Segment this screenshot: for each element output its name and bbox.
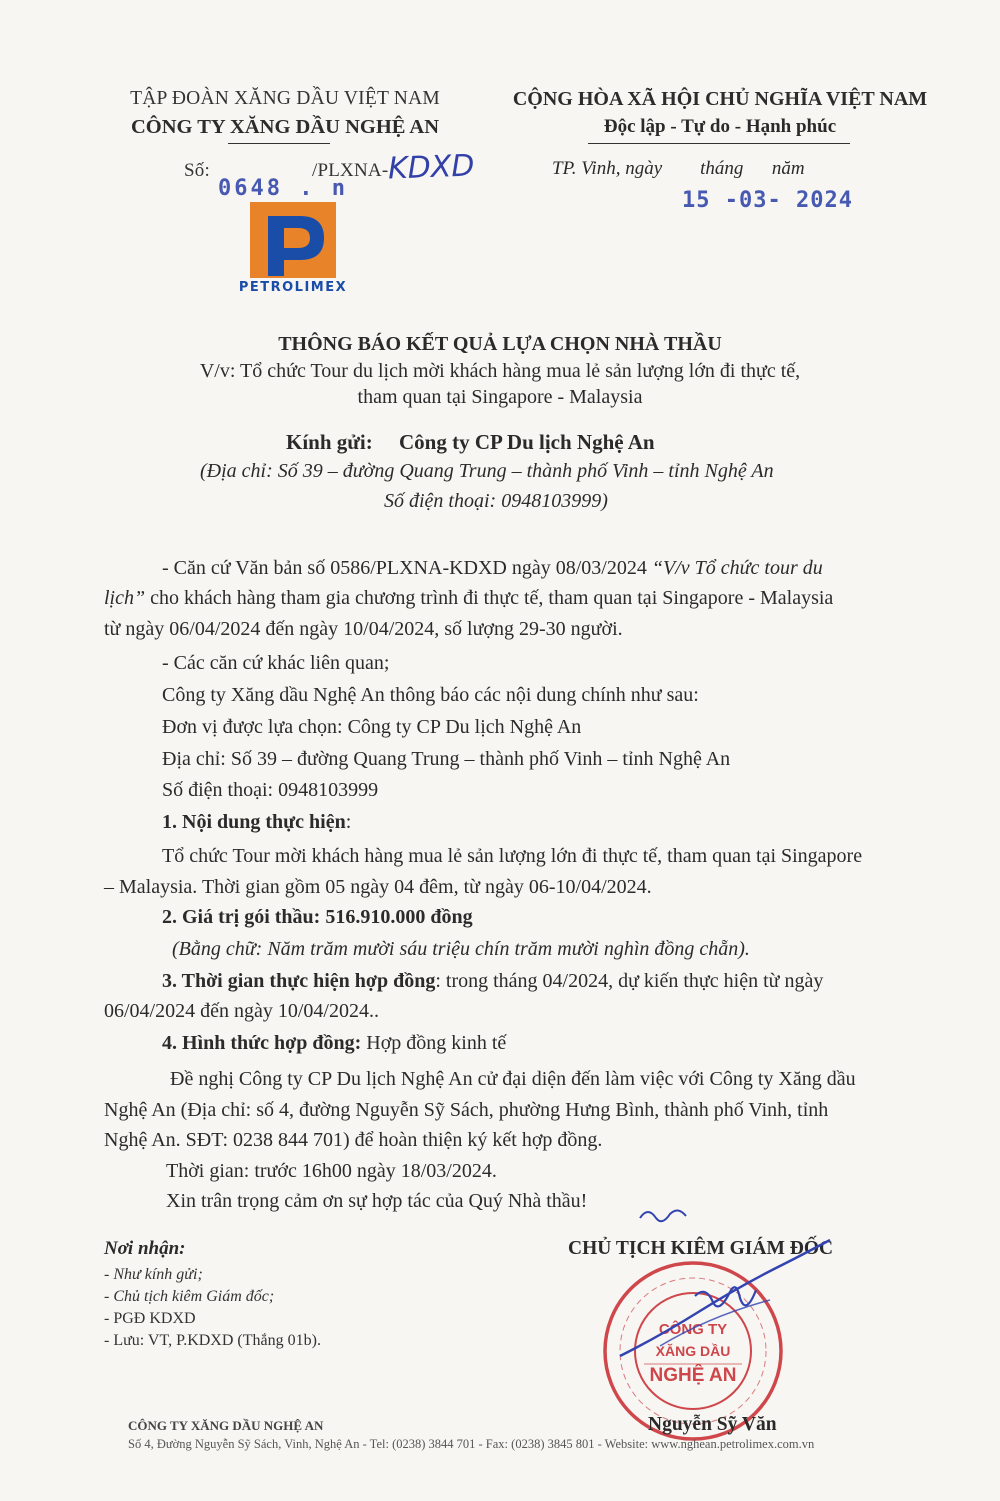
subject-line-2: tham quan tại Singapore - Malaysia: [357, 386, 643, 408]
section-4-line: [162, 1032, 506, 1055]
footer-company: CÔNG TY XĂNG DẦU NGHỆ AN: [128, 1418, 324, 1433]
section-3-line-1: [162, 970, 823, 993]
recipient-phone: Số điện thoại: 0948103999): [384, 490, 608, 512]
section-1-title: 1. Nội dung thực hiện: [162, 811, 346, 833]
basis-line-2: [104, 587, 833, 610]
basis-line-1: [162, 557, 823, 580]
signer-name: Nguyễn Sỹ Văn: [648, 1414, 777, 1435]
doc-number-handwritten: KDXD: [387, 148, 476, 187]
basis-quote-end: lịch”: [104, 587, 146, 609]
section-1-line-2: – Malaysia. Thời gian gồm 05 ngày 04 đêm, từ ngày 06-10/04/2024.: [104, 876, 652, 898]
selected-address: Địa chỉ: Số 39 – đường Quang Trung – thành phố Vinh – tỉnh Nghệ An: [162, 748, 731, 770]
other-basis: - Các căn cứ khác liên quan;: [162, 652, 390, 674]
request-line-2: Nghệ An (Địa chỉ: số 4, đường Nguyễn Sỹ Sách, phường Hưng Bình, thành phố Vinh, tỉnh: [104, 1099, 829, 1121]
section-2-title: 2. Giá trị gói thầu: 516.910.000 đồng: [162, 906, 473, 928]
section-4-value: Hợp đồng kinh tế: [361, 1032, 507, 1054]
recipients-item: - PGĐ KDXD: [104, 1310, 196, 1327]
handwritten-signature: [600, 1196, 840, 1386]
section-3-title: 3. Thời gian thực hiện hợp đồng: [162, 970, 436, 992]
recipients-title: Nơi nhận:: [104, 1238, 186, 1259]
section-1-colon: :: [345, 811, 352, 833]
motto: Độc lập - Tự do - Hạnh phúc: [603, 116, 837, 137]
request-line-3: Nghệ An. SĐT: 0238 844 701) để hoàn thiện ký kết hợp đồng.: [104, 1129, 603, 1151]
announce-intro: Công ty Xăng dầu Nghệ An thông báo các nội dung chính như sau:: [162, 684, 699, 706]
signer-title: CHỦ TỊCH KIÊM GIÁM ĐỐC: [568, 1238, 834, 1259]
recipient-name: Công ty CP Du lịch Nghệ An: [399, 430, 655, 454]
seal-center-1: CÔNG TY: [658, 1321, 728, 1338]
signature-icon: [600, 1196, 840, 1386]
doc-number-prefix: Số:: [184, 160, 210, 181]
thanks: Xin trân trọng cảm ơn sự hợp tác của Quý Nhà thầu!: [166, 1190, 588, 1212]
section-3-text: : trong tháng 04/2024, dự kiến thực hiện từ ngày: [435, 970, 824, 992]
parent-org: TẬP ĐOÀN XĂNG DẦU VIỆT NAM: [130, 88, 440, 109]
date-stamp: 15 -03- 2024: [682, 188, 853, 213]
seal-center-2: XĂNG DẦU: [655, 1343, 731, 1359]
motto-underline: [588, 143, 850, 144]
recipients-item: - Lưu: VT, P.KDXD (Thắng 01b).: [104, 1332, 321, 1349]
date-line: TP. Vinh, ngày tháng năm: [552, 158, 805, 179]
company-name: CÔNG TY XĂNG DẦU NGHỆ AN: [130, 116, 440, 138]
recipients-item: - Như kính gửi;: [104, 1266, 203, 1283]
subject-line-1: V/v: Tổ chức Tour du lịch mời khách hàng mua lẻ sản lượng lớn đi thực tế,: [199, 360, 801, 382]
selected-phone: Số điện thoại: 0948103999: [162, 779, 379, 801]
basis-text: - Căn cứ Văn bản số 0586/PLXNA-KDXD ngày 08/03/2024: [162, 557, 652, 579]
basis-text-2: cho khách hàng tham gia chương trình đi thực tế, tham quan tại Singapore - Malaysia: [145, 587, 834, 609]
deadline: Thời gian: trước 16h00 ngày 18/03/2024.: [166, 1160, 497, 1182]
country-name: CỘNG HÒA XÃ HỘI CHỦ NGHĨA VIỆT NAM: [512, 88, 928, 110]
recipient-address: (Địa chỉ: Số 39 – đường Quang Trung – thành phố Vinh – tỉnh Nghệ An: [200, 460, 774, 482]
footer-contact: Số 4, Đường Nguyễn Sỹ Sách, Vinh, Nghệ An - Tel: (0238) 3844 701 - Fax: (0238) 3845 801 - Website: www.nghean.petrolimex.com.vn: [128, 1437, 815, 1451]
section-3-line-2: 06/04/2024 đến ngày 10/04/2024..: [104, 1000, 379, 1022]
basis-quote-start: “V/v Tổ chức tour du: [651, 557, 823, 579]
section-4-title: 4. Hình thức hợp đồng:: [162, 1032, 362, 1054]
seal-center-3: NGHỆ AN: [649, 1365, 737, 1386]
logo-text: PETROLIMEX: [238, 280, 348, 295]
document-title: THÔNG BÁO KẾT QUẢ LỰA CHỌN NHÀ THẦU: [278, 333, 722, 355]
section-1-heading: [162, 811, 351, 834]
section-1-line-1: Tổ chức Tour mời khách hàng mua lẻ sản lượng lớn đi thực tế, tham quan tại Singapore: [162, 845, 863, 867]
selected-unit: Đơn vị được lựa chọn: Công ty CP Du lịch Nghệ An: [162, 716, 582, 738]
company-underline: [228, 143, 330, 144]
basis-line-3: từ ngày 06/04/2024 đến ngày 10/04/2024, số lượng 29-30 người.: [104, 618, 623, 640]
section-2-words: (Bằng chữ: Năm trăm mười sáu triệu chín trăm mười nghìn đồng chẵn).: [172, 938, 750, 960]
doc-number-stamp: 0648 . n: [218, 176, 348, 201]
doc-number-suffix: /PLXNA-: [312, 160, 389, 181]
request-line-1: Đề nghị Công ty CP Du lịch Nghệ An cử đại diện đến làm việc với Công ty Xăng dầu: [170, 1068, 856, 1090]
recipients-item: - Chủ tịch kiêm Giám đốc;: [104, 1288, 275, 1305]
recipient-label: Kính gửi:: [286, 430, 373, 454]
